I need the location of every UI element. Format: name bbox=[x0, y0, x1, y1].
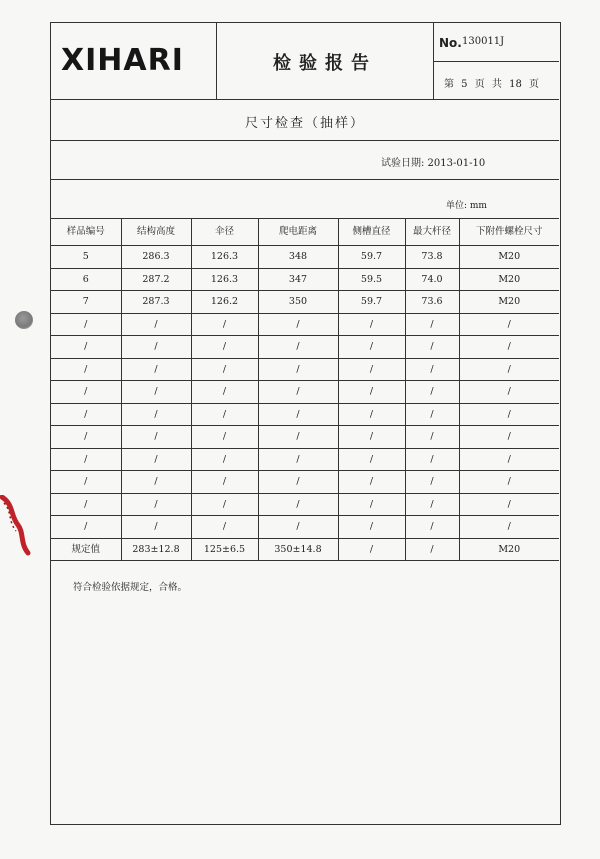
table-cell: 125±6.5 bbox=[191, 538, 258, 561]
table-cell: / bbox=[121, 426, 191, 449]
table-cell: / bbox=[405, 426, 459, 449]
table-cell: / bbox=[258, 381, 338, 404]
test-date: 试验日期: 2013-01-10 bbox=[381, 158, 486, 169]
report-title: 检验报告 bbox=[273, 53, 377, 74]
table-cell: / bbox=[258, 471, 338, 494]
table-cell: / bbox=[405, 516, 459, 539]
table-cell: / bbox=[121, 358, 191, 381]
table-cell: / bbox=[405, 538, 459, 561]
table-cell: / bbox=[258, 493, 338, 516]
binder-hole bbox=[15, 311, 33, 329]
table-cell: 126.2 bbox=[191, 291, 258, 314]
table-row bbox=[51, 448, 559, 471]
table-row bbox=[51, 403, 559, 426]
table-cell: / bbox=[258, 448, 338, 471]
title-cell bbox=[217, 23, 434, 99]
table-cell: 348 bbox=[258, 246, 338, 269]
table-cell: / bbox=[405, 313, 459, 336]
unit-row bbox=[51, 180, 559, 219]
binding-string bbox=[0, 495, 34, 559]
table-row bbox=[51, 268, 559, 291]
table-cell: 规定值 bbox=[51, 538, 121, 561]
table-cell: M20 bbox=[459, 246, 559, 269]
table-cell: / bbox=[405, 471, 459, 494]
table-cell: 287.3 bbox=[121, 291, 191, 314]
column-header: 伞径 bbox=[191, 219, 258, 246]
table-row bbox=[51, 381, 559, 404]
table-cell: 126.3 bbox=[191, 246, 258, 269]
report-number-label: No. bbox=[439, 36, 462, 50]
table-cell: / bbox=[338, 493, 405, 516]
table-cell: / bbox=[121, 448, 191, 471]
dimension-table bbox=[51, 219, 559, 561]
table-cell: / bbox=[405, 448, 459, 471]
spec-row bbox=[51, 538, 559, 561]
table-cell: / bbox=[258, 358, 338, 381]
table-cell: / bbox=[121, 403, 191, 426]
table-cell: / bbox=[51, 336, 121, 359]
table-cell: / bbox=[258, 516, 338, 539]
section-title-row bbox=[51, 100, 559, 141]
table-cell: / bbox=[121, 381, 191, 404]
table-cell: 347 bbox=[258, 268, 338, 291]
table-cell: 6 bbox=[51, 268, 121, 291]
column-header: 最大杆径 bbox=[405, 219, 459, 246]
table-cell: / bbox=[258, 313, 338, 336]
report-frame bbox=[50, 22, 561, 825]
table-cell: / bbox=[51, 493, 121, 516]
column-header: 侧槽直径 bbox=[338, 219, 405, 246]
table-cell: / bbox=[338, 381, 405, 404]
table-cell: / bbox=[191, 403, 258, 426]
company-logo: XIHARI bbox=[61, 43, 184, 78]
table-row bbox=[51, 471, 559, 494]
column-header: 样品编号 bbox=[51, 219, 121, 246]
table-cell: / bbox=[121, 493, 191, 516]
table-cell: / bbox=[121, 336, 191, 359]
table-cell: / bbox=[405, 403, 459, 426]
table-cell: / bbox=[338, 336, 405, 359]
table-cell: M20 bbox=[459, 291, 559, 314]
table-row bbox=[51, 313, 559, 336]
test-date-row bbox=[51, 141, 559, 180]
table-cell: M20 bbox=[459, 268, 559, 291]
table-cell: / bbox=[338, 471, 405, 494]
table-cell: 283±12.8 bbox=[121, 538, 191, 561]
table-cell: / bbox=[191, 426, 258, 449]
table-row bbox=[51, 426, 559, 449]
section-title: 尺寸检查（抽样） bbox=[244, 116, 365, 131]
table-cell: / bbox=[405, 336, 459, 359]
table-cell: 5 bbox=[51, 246, 121, 269]
table-cell: / bbox=[51, 381, 121, 404]
table-cell: / bbox=[459, 313, 559, 336]
table-cell: 74.0 bbox=[405, 268, 459, 291]
table-cell: / bbox=[338, 313, 405, 336]
table-cell: 7 bbox=[51, 291, 121, 314]
table-cell: 287.2 bbox=[121, 268, 191, 291]
report-header bbox=[51, 23, 559, 100]
table-cell: / bbox=[51, 448, 121, 471]
table-cell: / bbox=[51, 516, 121, 539]
table-cell: / bbox=[258, 426, 338, 449]
table-cell: / bbox=[338, 403, 405, 426]
table-cell: / bbox=[191, 313, 258, 336]
table-cell: / bbox=[51, 313, 121, 336]
table-cell: / bbox=[191, 516, 258, 539]
column-header: 爬电距离 bbox=[258, 219, 338, 246]
table-cell: / bbox=[405, 381, 459, 404]
page-info: 第 5 页 共 18 页 bbox=[444, 79, 539, 90]
table-cell: / bbox=[338, 538, 405, 561]
table-cell: / bbox=[121, 471, 191, 494]
table-cell: / bbox=[51, 403, 121, 426]
table-cell: 126.3 bbox=[191, 268, 258, 291]
table-cell: / bbox=[338, 448, 405, 471]
unit-label: 单位: mm bbox=[446, 201, 487, 211]
table-header-row bbox=[51, 219, 559, 246]
report-number: 130011J bbox=[462, 36, 505, 47]
table-cell: / bbox=[51, 471, 121, 494]
table-cell: / bbox=[121, 516, 191, 539]
table-cell: 73.6 bbox=[405, 291, 459, 314]
table-cell: / bbox=[51, 358, 121, 381]
table-cell: / bbox=[459, 493, 559, 516]
table-cell: / bbox=[405, 493, 459, 516]
table-cell: 59.7 bbox=[338, 246, 405, 269]
table-cell: / bbox=[51, 426, 121, 449]
conclusion-text: 符合检验依据规定，合格。 bbox=[73, 582, 188, 593]
table-row bbox=[51, 291, 559, 314]
table-cell: / bbox=[191, 471, 258, 494]
table-cell: / bbox=[258, 403, 338, 426]
table-cell: 350 bbox=[258, 291, 338, 314]
table-cell: / bbox=[405, 358, 459, 381]
table-cell: / bbox=[459, 381, 559, 404]
table-cell: / bbox=[459, 448, 559, 471]
table-cell: / bbox=[191, 336, 258, 359]
table-cell: / bbox=[191, 448, 258, 471]
table-cell: / bbox=[338, 426, 405, 449]
table-cell: 286.3 bbox=[121, 246, 191, 269]
table-cell: M20 bbox=[459, 538, 559, 561]
table-cell: / bbox=[191, 358, 258, 381]
table-cell: / bbox=[191, 381, 258, 404]
table-cell: / bbox=[121, 313, 191, 336]
table-row bbox=[51, 336, 559, 359]
table-cell: 73.8 bbox=[405, 246, 459, 269]
table-cell: / bbox=[191, 493, 258, 516]
table-row bbox=[51, 493, 559, 516]
table-cell: 350±14.8 bbox=[258, 538, 338, 561]
report-number-cell bbox=[434, 23, 559, 62]
table-cell: / bbox=[459, 516, 559, 539]
column-header: 结构高度 bbox=[121, 219, 191, 246]
column-header: 下附件螺栓尺寸 bbox=[459, 219, 559, 246]
table-cell: / bbox=[258, 336, 338, 359]
logo-cell bbox=[51, 23, 217, 99]
table-cell: 59.5 bbox=[338, 268, 405, 291]
table-cell: / bbox=[459, 426, 559, 449]
page-info-cell bbox=[434, 62, 559, 99]
table-cell: / bbox=[338, 358, 405, 381]
table-cell: 59.7 bbox=[338, 291, 405, 314]
table-row bbox=[51, 516, 559, 539]
table-cell: / bbox=[459, 358, 559, 381]
table-cell: / bbox=[459, 336, 559, 359]
table-cell: / bbox=[459, 403, 559, 426]
table-row bbox=[51, 358, 559, 381]
table-cell: / bbox=[338, 516, 405, 539]
table-cell: / bbox=[459, 471, 559, 494]
table-row bbox=[51, 246, 559, 269]
